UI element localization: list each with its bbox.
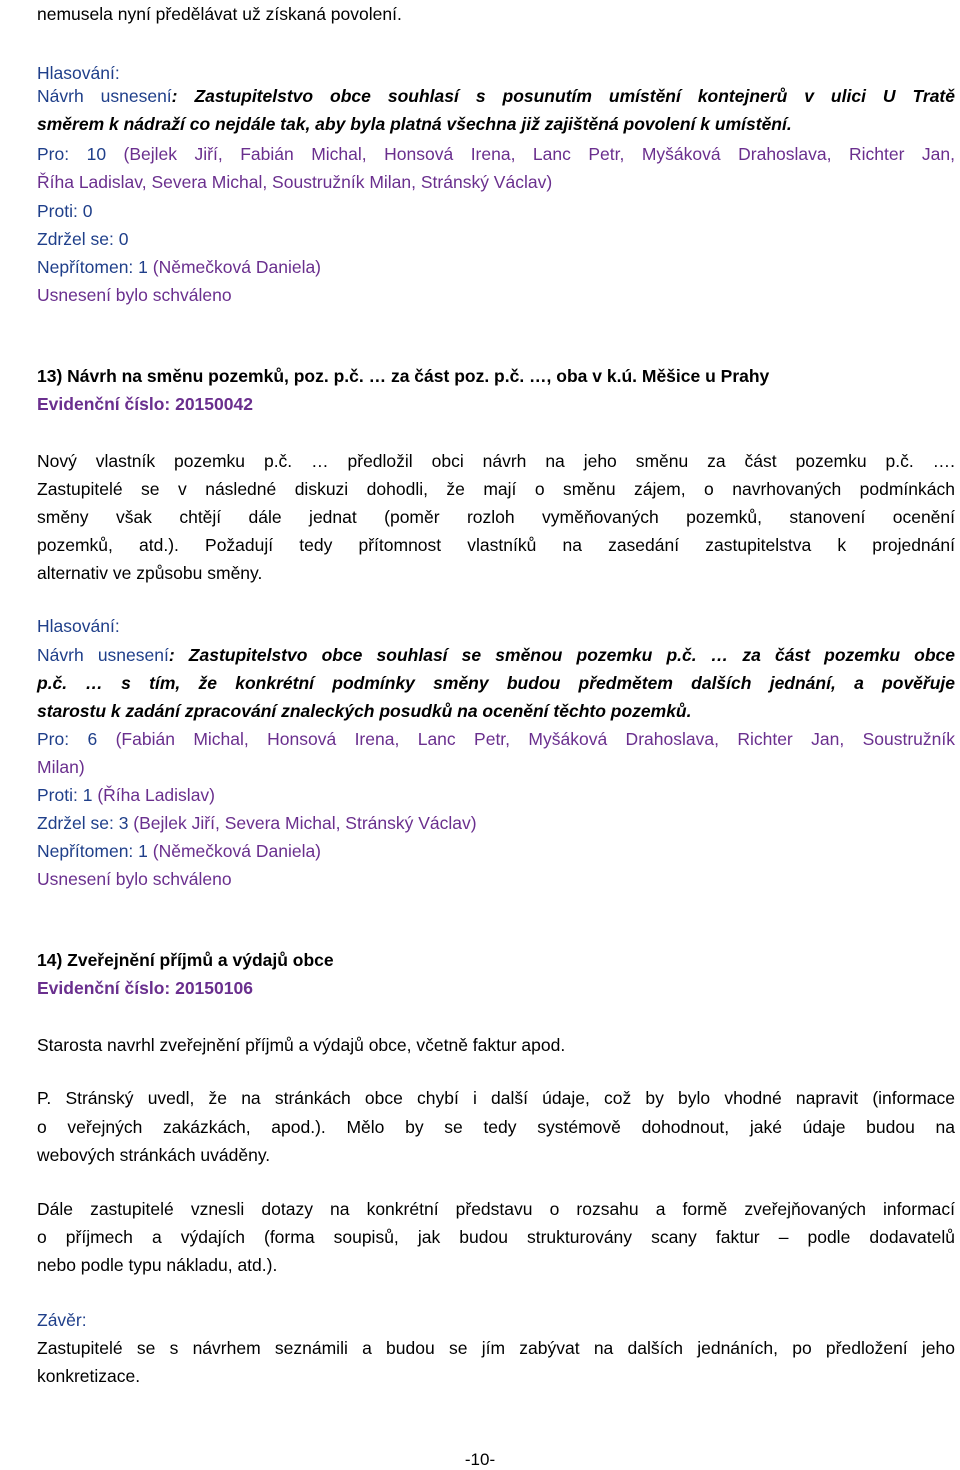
nepritomen-line — [37, 839, 321, 863]
proposal-text: : Zastupitelstvo obce souhlasí s posunutím umístění kontejnerů v ulici U Tratě — [171, 86, 955, 106]
vote-heading: Hlasování: — [37, 63, 120, 83]
paragraph-line: Nový vlastník pozemku p.č. … předložil obci návrh na jeho směnu za část pozemku p.č. …. — [37, 451, 955, 471]
proposal-label: Návrh usnesení — [37, 645, 169, 665]
result-line: Usnesení bylo schváleno — [37, 285, 232, 305]
nepritomen-label: Nepřítomen: 1 — [37, 841, 148, 861]
section-title: 13) Návrh na směnu pozemků, poz. p.č. … za část poz. p.č. …, oba v k.ú. Měšice u Prahy — [37, 366, 770, 386]
pro-line — [37, 727, 955, 751]
paragraph-line: Zastupitelé se v následné diskuzi dohodli, že mají o směnu zájem, o navrhovaných podmínkách — [37, 479, 955, 499]
pro-names-cont: Říha Ladislav, Severa Michal, Soustružník Milan, Stránský Václav) — [37, 172, 553, 192]
proposal-line — [37, 643, 955, 667]
proposal-label: Návrh usnesení — [37, 86, 172, 106]
proti-line: Proti: 0 — [37, 201, 93, 221]
pro-names: (Fabián Michal, Honsová Irena, Lanc Petr, Myšáková Drahoslava, Richter Jan, Soustružník — [97, 729, 955, 749]
paragraph-line: nebo podle typu nákladu, atd.). — [37, 1255, 278, 1275]
paragraph-line: konkretizace. — [37, 1366, 141, 1386]
pro-label: Pro: 6 — [37, 729, 98, 749]
nepritomen-names: (Němečková Daniela) — [147, 841, 322, 861]
paragraph-line: Dále zastupitelé vznesli dotazy na konkrétní představu o rozsahu a formě zveřejňovaných informací — [37, 1199, 955, 1219]
page-number: -10- — [464, 1450, 496, 1469]
evidence-number: Evidenční číslo: 20150106 — [37, 978, 253, 998]
vote-heading: Hlasování: — [37, 616, 120, 636]
nepritomen-label: Nepřítomen: 1 — [37, 257, 148, 277]
paragraph-line: alternativ ve způsobu směny. — [37, 563, 263, 583]
conclusion-heading: Závěr: — [37, 1310, 87, 1330]
proposal-text-cont: starostu k zadání zpracování znaleckých posudků na ocenění těchto pozemků. — [37, 701, 692, 721]
proti-label: Proti: 1 — [37, 785, 93, 805]
pro-names: (Bejlek Jiří, Fabián Michal, Honsová Irena, Lanc Petr, Myšáková Drahoslava, Richter Jan, — [106, 144, 955, 164]
paragraph-line: o veřejných zakázkách, apod.). Mělo by se tedy systémově dohodnout, jaké údaje budou na — [37, 1117, 955, 1137]
proti-line — [37, 783, 215, 807]
paragraph-line: o příjmech a výdajích (forma soupisů, jak budou strukturovány scany faktur – podle dodavatelů — [37, 1227, 955, 1247]
proti-names: (Říha Ladislav) — [92, 785, 216, 805]
zdrzel-names: (Bejlek Jiří, Severa Michal, Stránský Václav) — [128, 813, 477, 833]
pro-names-cont: Milan) — [37, 757, 85, 777]
nepritomen-names: (Němečková Daniela) — [147, 257, 322, 277]
nepritomen-line — [37, 255, 321, 279]
proposal-text: : Zastupitelstvo obce souhlasí se směnou pozemku p.č. … za část pozemku obce — [168, 645, 955, 665]
paragraph-line: pozemků, atd.). Požadují tedy přítomnost vlastníků na zasedání zastupitelstva k projednání — [37, 535, 955, 555]
zdrzel-label: Zdržel se: 3 — [37, 813, 129, 833]
paragraph-line: směny však chtějí dále jednat (poměr rozloh vyměňovaných pozemků, stanovení ocenění — [37, 507, 955, 527]
intro-text: nemusela nyní předělávat už získaná povolení. — [37, 4, 402, 24]
zdrzel-line: Zdržel se: 0 — [37, 229, 129, 249]
proposal-text-cont: směrem k nádraží co nejdále tak, aby byla platná všechna již zajištěná povolení k umístění. — [37, 114, 792, 134]
paragraph-line: Zastupitelé se s návrhem seznámili a budou se jím zabývat na dalších jednáních, po předložení jeho — [37, 1338, 955, 1358]
pro-line — [37, 142, 955, 166]
paragraph-line: P. Stránský uvedl, že na stránkách obce chybí i další údaje, což by bylo vhodné napravit (informace — [37, 1088, 955, 1108]
paragraph-line: Starosta navrhl zveřejnění příjmů a výdajů obce, včetně faktur apod. — [37, 1035, 566, 1055]
proposal-line — [37, 84, 955, 108]
zdrzel-line — [37, 811, 477, 835]
evidence-number: Evidenční číslo: 20150042 — [37, 394, 253, 414]
proposal-text-cont: p.č. … s tím, že konkrétní podmínky směny budou předmětem dalších jednání, a pověřuje — [37, 673, 955, 693]
section-title: 14) Zveřejnění příjmů a výdajů obce — [37, 950, 334, 970]
pro-label: Pro: 10 — [37, 144, 107, 164]
result-line: Usnesení bylo schváleno — [37, 869, 232, 889]
paragraph-line: webových stránkách uváděny. — [37, 1145, 271, 1165]
